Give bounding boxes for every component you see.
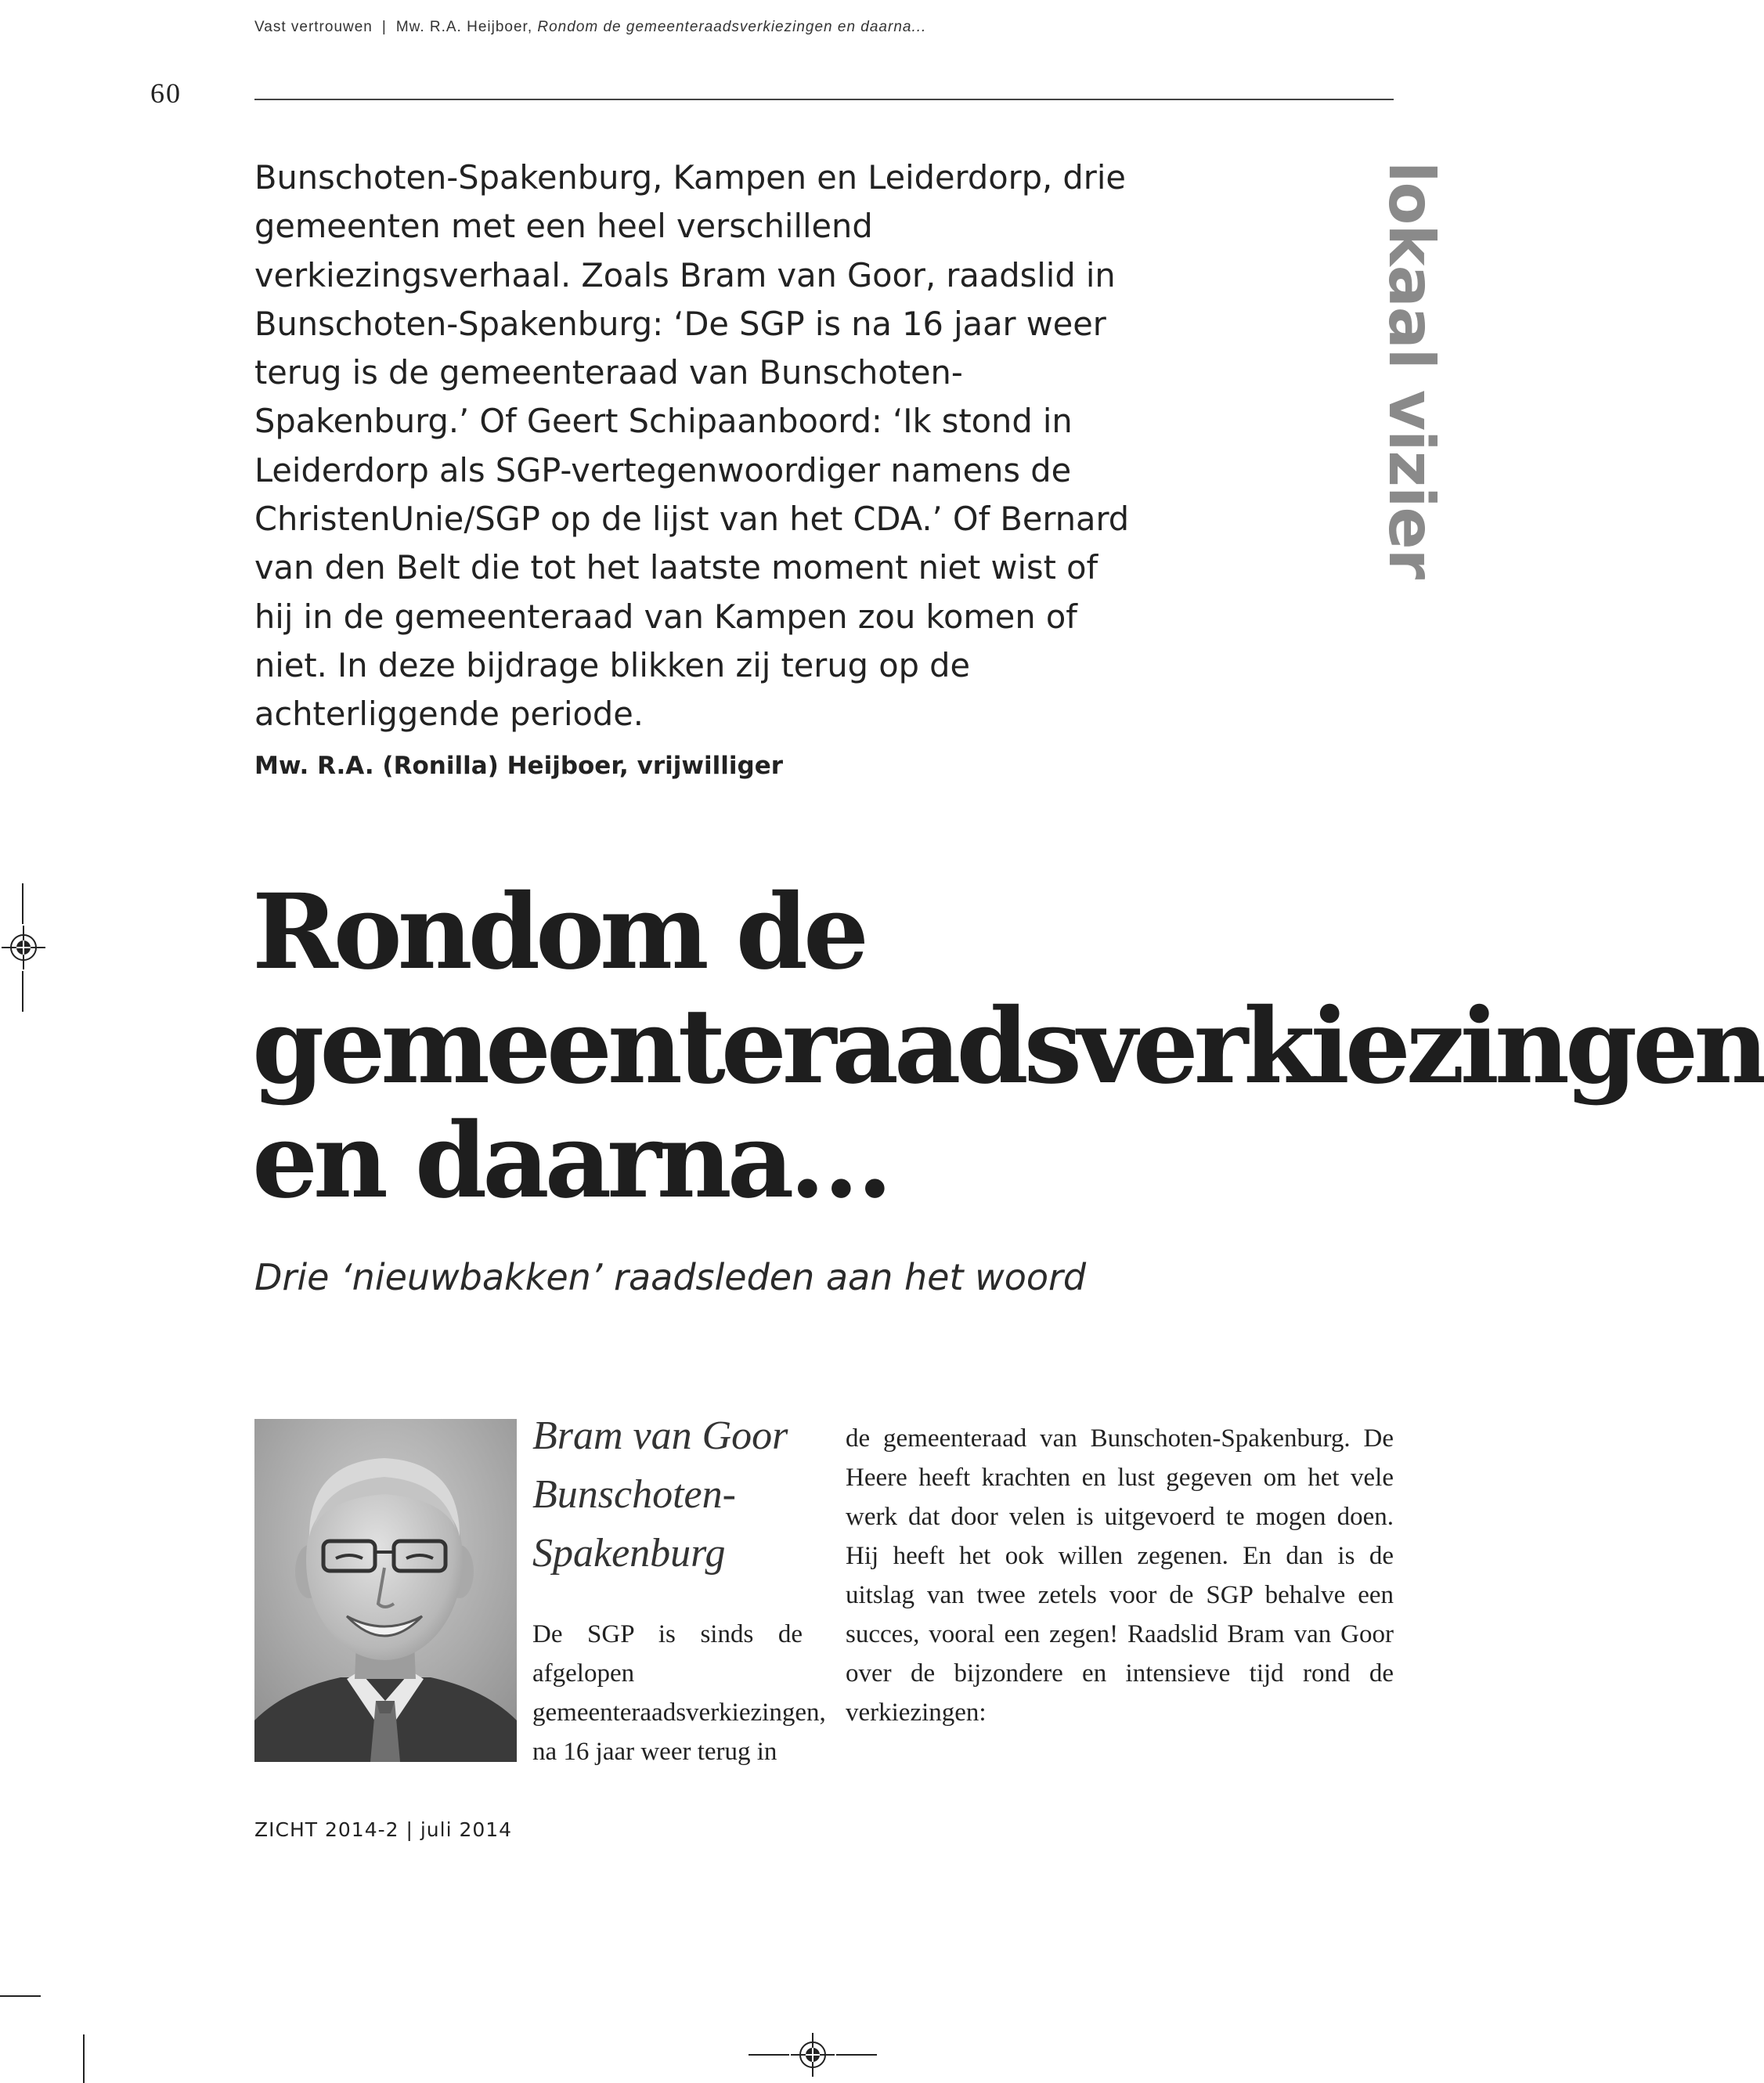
- body-column-middle: De SGP is sinds de afgelopen gemeenteraadsverkiezingen, na 16 jaar weer terug in: [532, 1620, 826, 1766]
- article-subtitle: Drie ‘nieuwbakken’ raadsleden aan het woord: [254, 1256, 1087, 1298]
- profile-place: Bunschoten-Spakenburg: [532, 1472, 736, 1576]
- page-number: 60: [150, 78, 182, 109]
- registration-mark-left: [2, 926, 45, 969]
- running-header: [254, 19, 926, 36]
- running-journal-title: Vast vertrouwen: [254, 19, 373, 35]
- header-rule: [254, 99, 1394, 100]
- profile-name: Bram van Goor: [532, 1413, 788, 1458]
- crop-line-left-lower: [22, 971, 23, 1012]
- author-byline: Mw. R.A. (Ronilla) Heijboer, vrijwilliger: [254, 752, 784, 780]
- crop-mark-horizontal: [0, 1995, 41, 1997]
- section-label: lokaal vizier: [1375, 161, 1448, 579]
- profile-heading: [532, 1406, 788, 1583]
- article-headline: Rondom de gemeenteraadsverkiezingen en daarna…: [252, 872, 1764, 1222]
- registration-mark-bottom: [791, 2033, 835, 2077]
- running-header-separator: |: [381, 19, 387, 35]
- crop-line-left-upper: [22, 883, 23, 924]
- running-author: Mw. R.A. Heijboer,: [395, 19, 533, 35]
- page-footer: ZICHT 2014-2 | juli 2014: [254, 1818, 513, 1841]
- portrait-illustration: [254, 1419, 517, 1762]
- portrait-photo: [254, 1419, 517, 1762]
- body-column-right: de gemeenteraad van Bunschoten-Spakenburg. De Heere heeft krachten en lust gegeven om het vele werk dat door velen is uitgevoerd te mogen doen. Hij heeft het ook willen zegenen. En dan is de uitslag van twee zetels voor de SGP behalve een succes, vooral een zegen! Raadslid Bram van Goor over de bijzondere en intensieve tijd rond de verkiezingen:: [846, 1424, 1394, 1727]
- crop-mark-vertical: [83, 2034, 85, 2083]
- running-article-title: Rondom de gemeenteraadsverkiezingen en daarna...: [537, 19, 927, 35]
- crop-line-bottom-right: [836, 2054, 877, 2056]
- intro-paragraph: Bunschoten-Spakenburg, Kampen en Leiderdorp, drie gemeenten met een heel verschillend verkiezingsverhaal. Zoals Bram van Goor, raadslid in Bunschoten-Spakenburg: ‘De SGP is na 16 jaar weer terug is de gemeenteraad van Bunschoten-Spakenburg.’ Of Geert Schipaanboord: ‘Ik stond in Leiderdorp als SGP-vertegenwoordiger namens de ChristenUnie/SGP op de lijst van het CDA.’ Of Bernard van den Belt die tot het laatste moment niet wist of hij in de gemeenteraad van Kampen zou komen of niet. In deze bijdrage blikken zij terug op de achterliggende periode.: [254, 158, 1130, 734]
- crop-line-bottom-left: [749, 2054, 789, 2056]
